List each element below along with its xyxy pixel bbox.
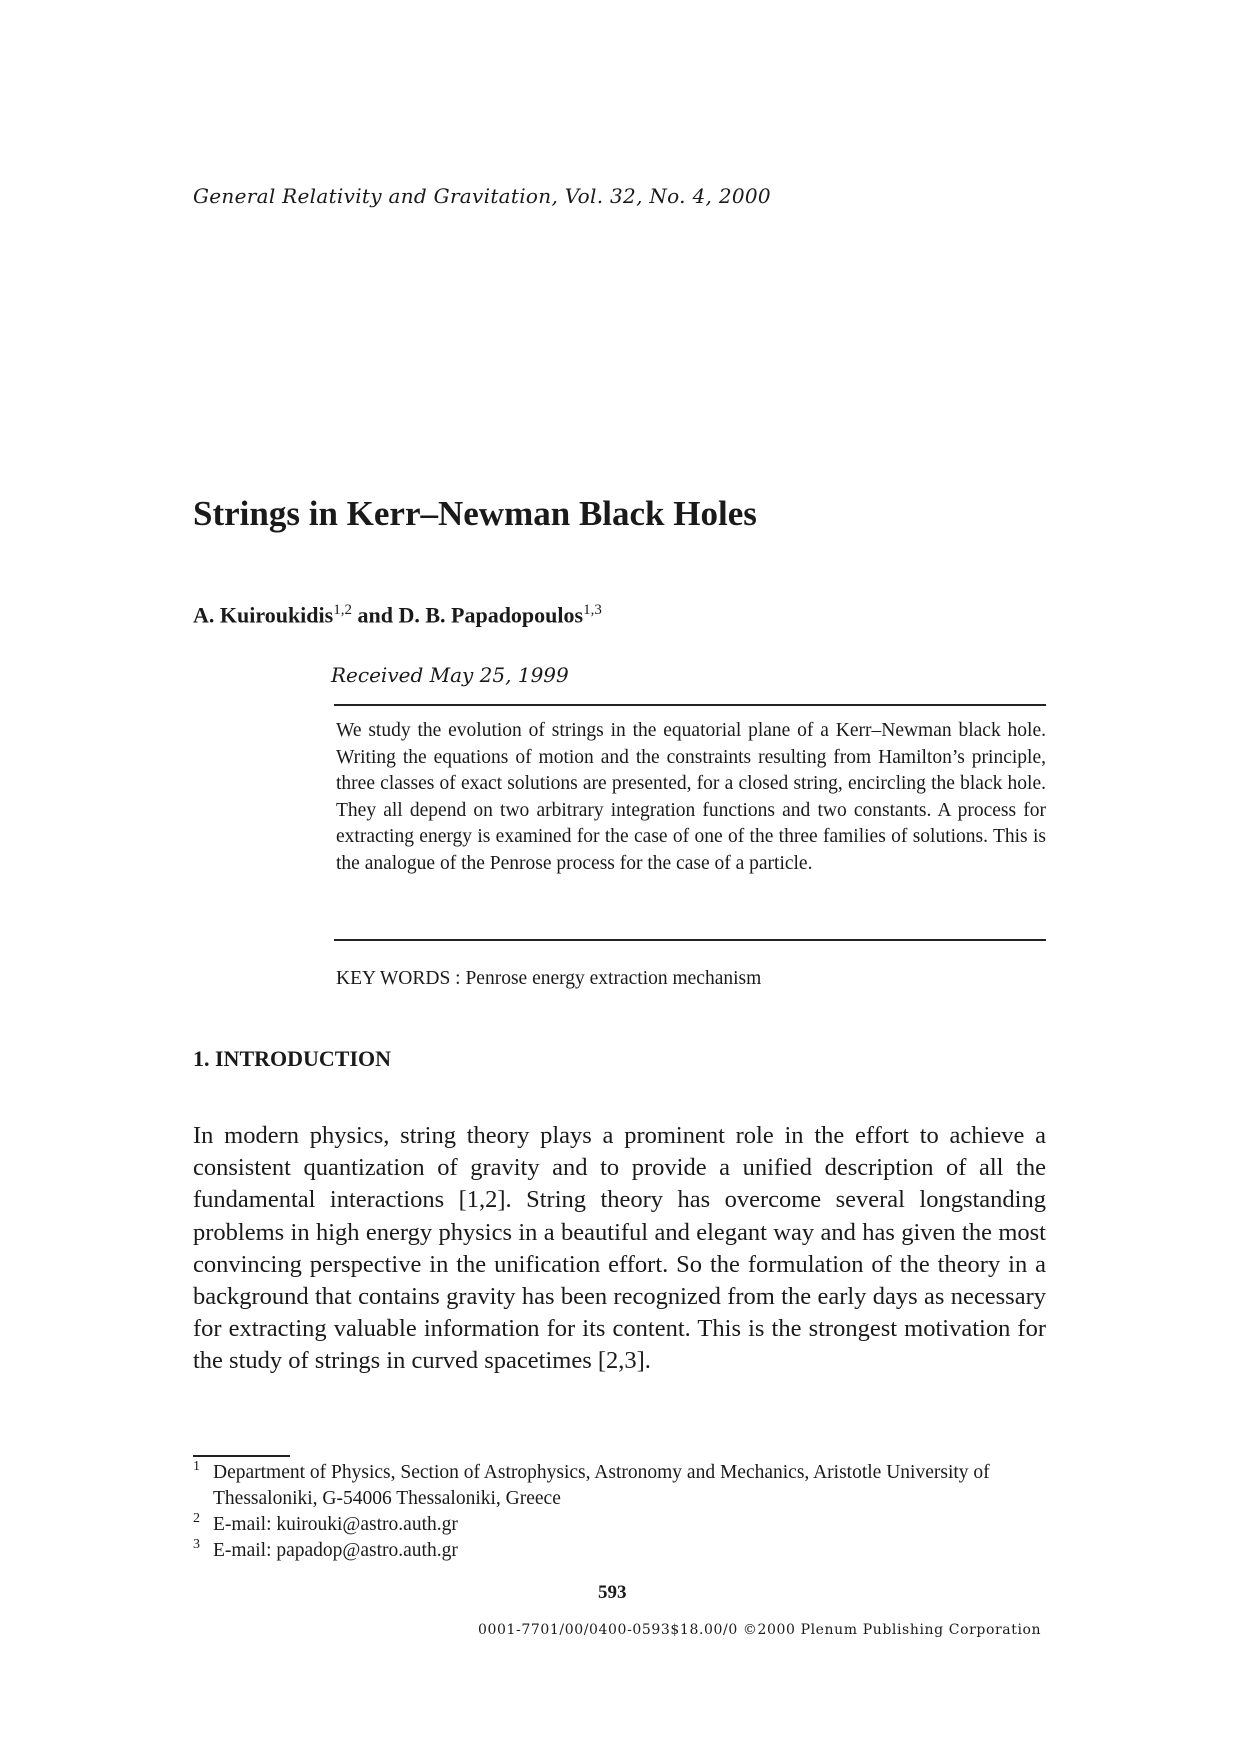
author-separator: and	[351, 602, 399, 628]
paper-title: Strings in Kerr–Newman Black Holes	[193, 494, 757, 533]
footnote-text: E-mail: kuirouki@astro.auth.gr	[213, 1514, 458, 1535]
footnote-number: 2	[193, 1511, 200, 1526]
copyright-line: 0001-7701/00/0400-0593$18.00/0 ©2000 Plenum Publishing Corporation	[478, 1622, 1042, 1638]
abstract-bottom-rule	[334, 939, 1046, 941]
received-date: Received May 25, 1999	[331, 663, 569, 687]
footnote-text: Department of Physics, Section of Astrophysics, Astronomy and Mechanics, Aristotle University of Thessaloniki, G-54006 Thessaloniki, Greece	[213, 1462, 990, 1509]
abstract: We study the evolution of strings in the equatorial plane of a Kerr–Newman black hole. Writing the equations of motion and the constraints resulting from Hamilton’s principle, three classes of exact solutions are presented, for a closed string, encircling the black hole. They all depend on two arbitrary integration functions and two constants. A process for extracting energy is examined for the case of one of the three families of solutions. This is the analogue of the Penrose process for the case of a particle.	[336, 720, 1046, 874]
intro-paragraph: In modern physics, string theory plays a prominent role in the effort to achieve a consistent quantization of gravity and to provide a unified description of all the fundamental interactions [1,2]. String theory has overcome several longstanding problems in high energy physics in a beautiful and elegant way and has given the most convincing perspective in the unification effort. So the formulation of the theory in a background that contains gravity has been recognized from the early days as necessary for extracting valuable information for its content. This is the strongest motivation for the study of strings in curved spacetimes [2,3].	[193, 1122, 1046, 1375]
author-2: D. B. Papadopoulos	[398, 602, 584, 628]
author-line	[193, 602, 602, 628]
footnote-text: E-mail: papadop@astro.auth.gr	[213, 1540, 458, 1561]
page-number: 593	[598, 1582, 627, 1603]
author-2-affiliation: 1,3	[583, 602, 602, 618]
footnotes	[193, 1460, 1053, 1564]
keywords: KEY WORDS : Penrose energy extraction mechanism	[336, 968, 762, 989]
footnote-rule	[193, 1455, 290, 1457]
footnote	[193, 1460, 1053, 1512]
footnote-number: 3	[193, 1537, 200, 1552]
footnote	[193, 1538, 1053, 1564]
section-heading: 1. INTRODUCTION	[193, 1046, 392, 1071]
author-1-affiliation: 1,2	[333, 602, 352, 618]
journal-header: General Relativity and Gravitation, Vol. 32, No. 4, 2000	[193, 184, 771, 208]
footnote-number: 1	[193, 1459, 200, 1474]
abstract-top-rule	[334, 704, 1046, 706]
author-1: A. Kuiroukidis	[193, 602, 334, 628]
footnote	[193, 1512, 1053, 1538]
